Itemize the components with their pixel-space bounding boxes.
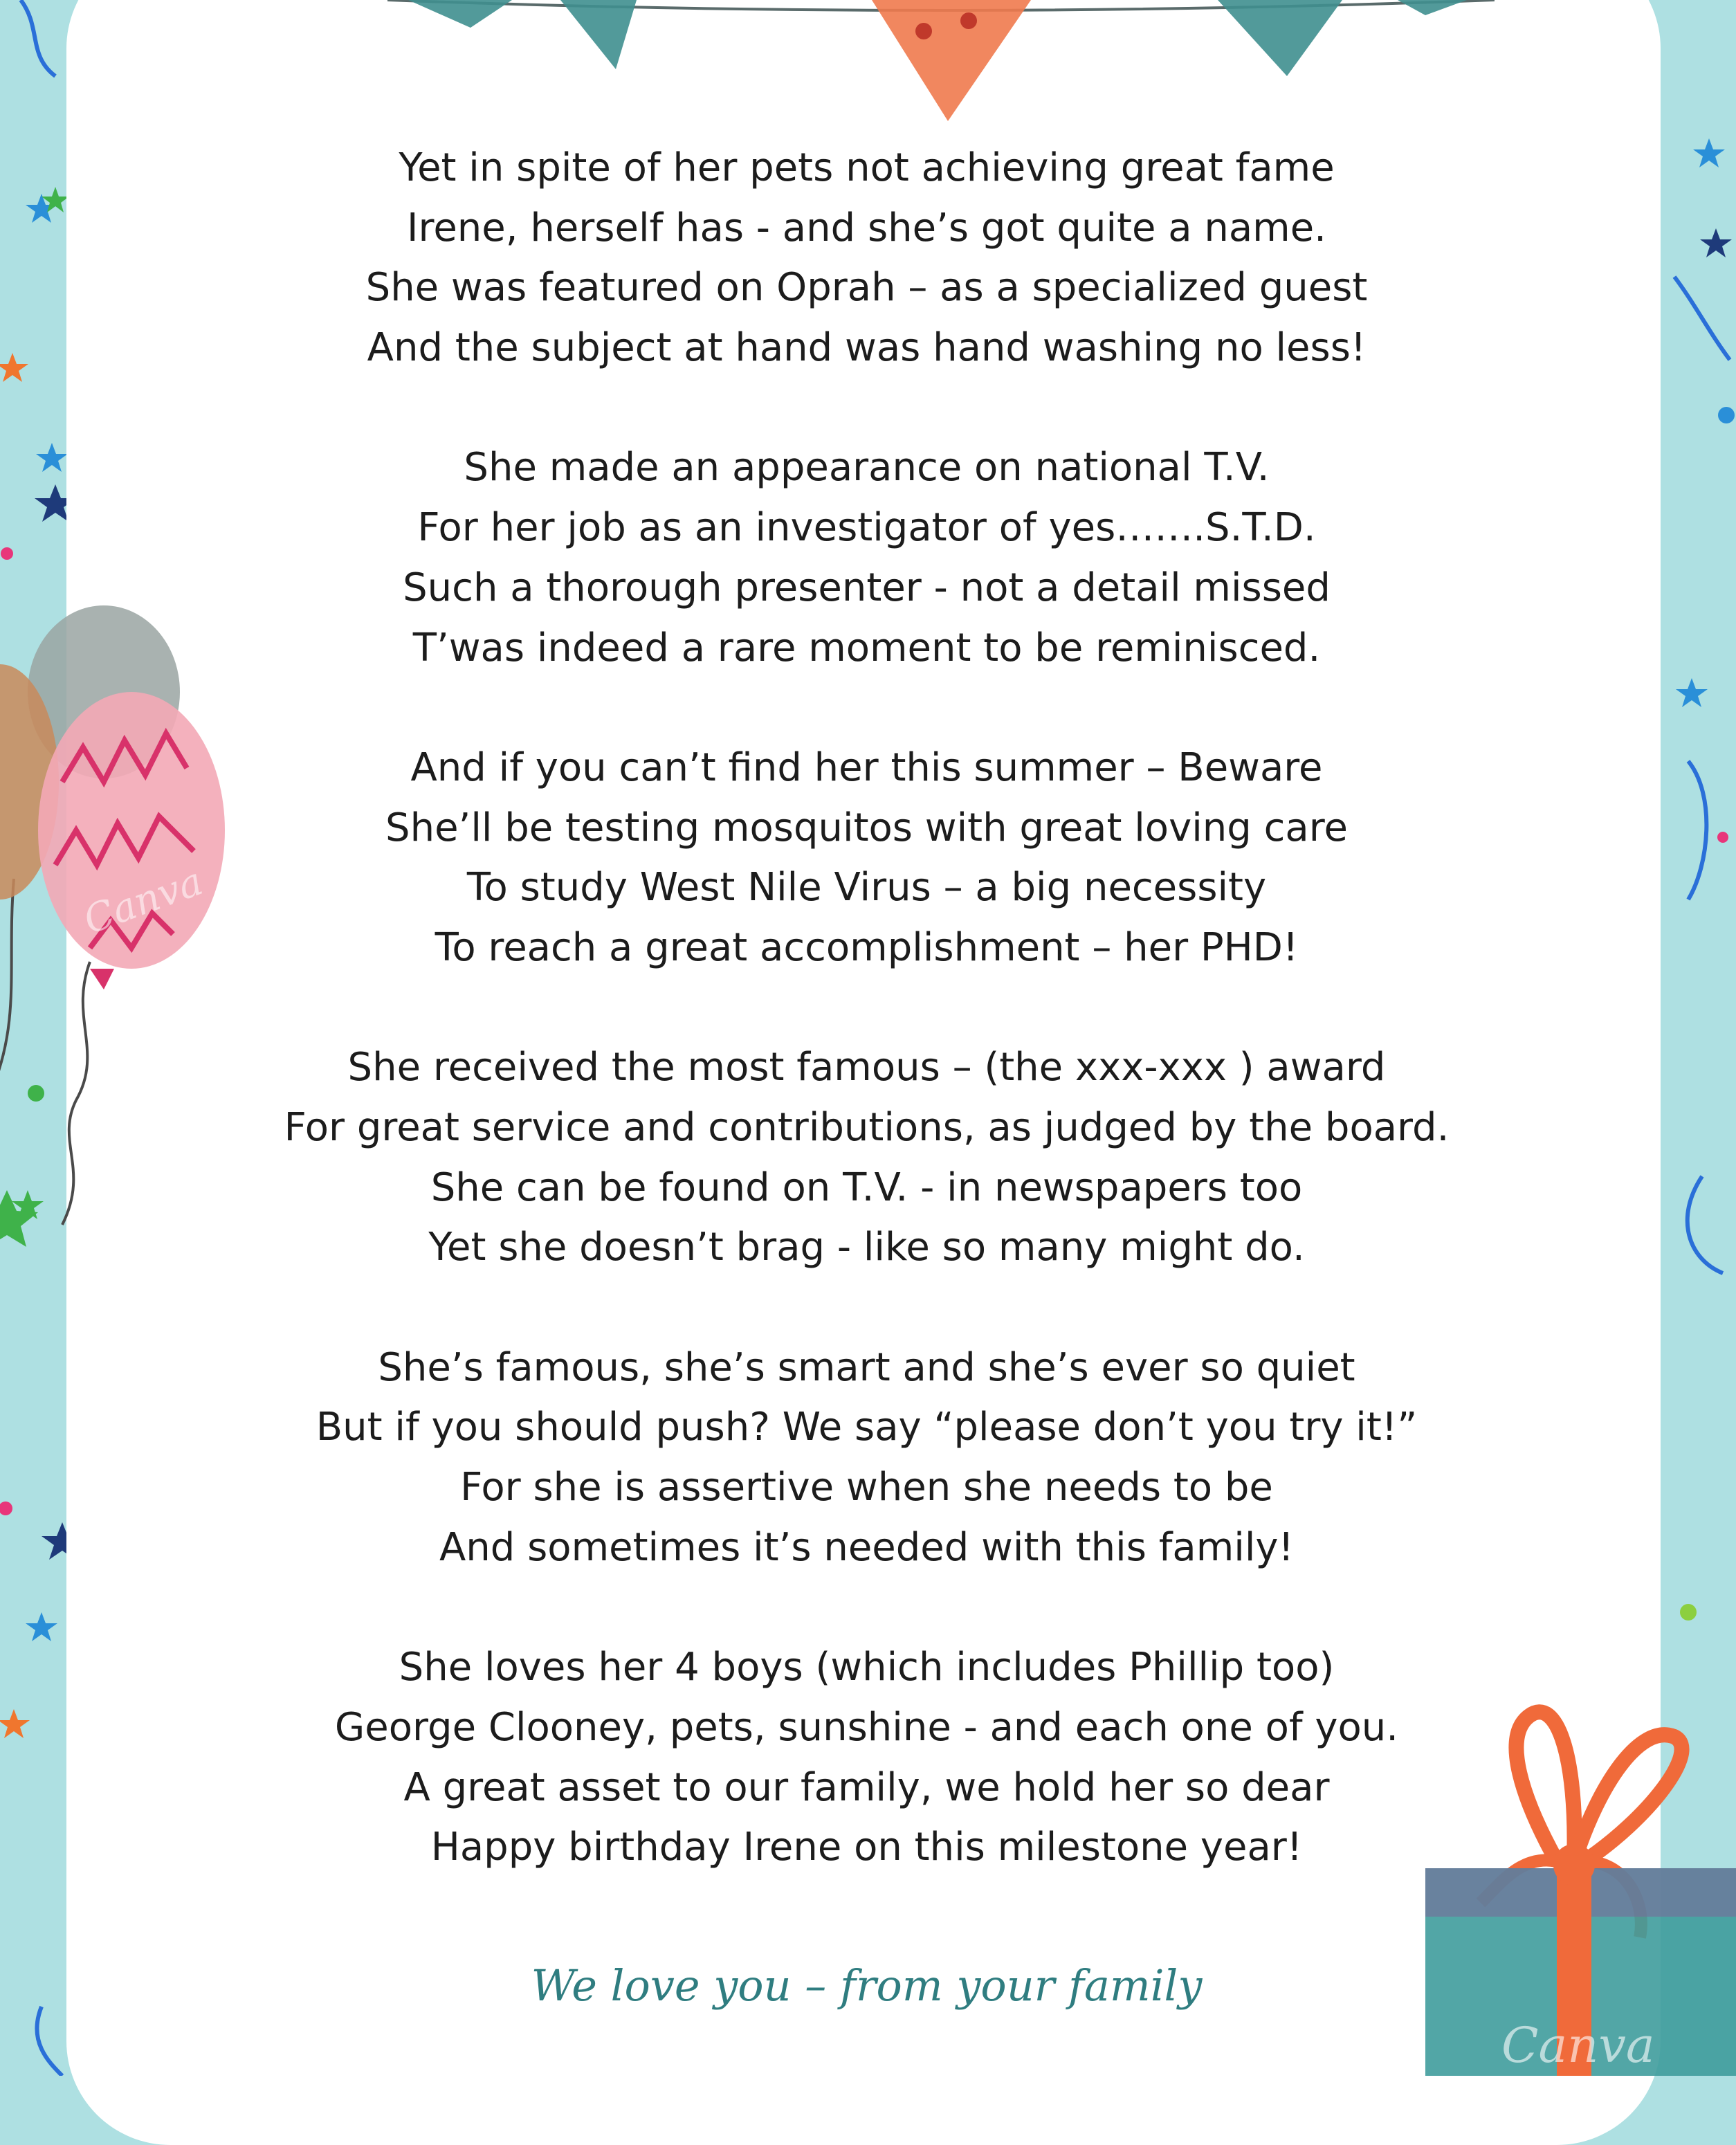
poem-line: She’s famous, she’s smart and she’s ever so quiet bbox=[378, 1344, 1355, 1390]
poem-line: To reach a great accomplishment – her PHD! bbox=[435, 924, 1299, 970]
canva-watermark: Canva bbox=[1501, 2017, 1655, 2074]
poem-line: Happy birthday Irene on this milestone year! bbox=[430, 1825, 1303, 1870]
poem-line: But if you should push? We say “please don’t you try it!” bbox=[316, 1405, 1418, 1450]
poem-line: She can be found on T.V. - in newspapers too bbox=[430, 1165, 1303, 1210]
poem-stanza bbox=[208, 1038, 1526, 1278]
poem-line: And if you can’t find her this summer – Beware bbox=[410, 745, 1323, 790]
poem-line: She made an appearance on national T.V. bbox=[464, 445, 1270, 491]
poem-line: A great asset to our family, we hold her so dear bbox=[403, 1764, 1330, 1810]
poem-line: Yet in spite of her pets not achieving great fame bbox=[399, 145, 1335, 190]
poem-line: George Clooney, pets, sunshine - and each one of you. bbox=[334, 1704, 1399, 1750]
poem-line: She received the most famous – (the xxx-xxx ) award bbox=[347, 1045, 1386, 1090]
poem-line: Irene, herself has - and she’s got quite a name. bbox=[407, 205, 1326, 250]
signature: We love you – from your family bbox=[531, 1960, 1203, 2011]
bunting-flags-icon bbox=[387, 0, 1495, 131]
poem-line: For great service and contributions, as judged by the board. bbox=[284, 1105, 1450, 1150]
poem-stanza bbox=[208, 438, 1526, 678]
poem-line: She’ll be testing mosquitos with great loving care bbox=[385, 805, 1348, 850]
canva-watermark: Canva bbox=[77, 859, 209, 944]
poem-line: She was featured on Oprah – as a specialized guest bbox=[365, 265, 1368, 311]
poem-line: And the subject at hand was hand washing no less! bbox=[367, 325, 1367, 371]
poem-line: And sometimes it’s needed with this family! bbox=[439, 1524, 1294, 1570]
gift-box-icon bbox=[1418, 1674, 1736, 2076]
poem-line: Such a thorough presenter - not a detail missed bbox=[403, 565, 1331, 610]
poem-stanza bbox=[208, 738, 1526, 978]
poem-stanza bbox=[208, 138, 1526, 378]
poem-body bbox=[208, 138, 1526, 1938]
poem-line: To study West Nile Virus – a big necessity bbox=[466, 865, 1267, 911]
poem-line: For her job as an investigator of yes…….S.T.D. bbox=[417, 505, 1316, 551]
poem-line: T’was indeed a rare moment to be reminisced. bbox=[412, 625, 1321, 670]
poem-stanza bbox=[208, 1338, 1526, 1578]
poem-line: Yet she doesn’t brag - like so many might do. bbox=[428, 1225, 1305, 1270]
poem-line: For she is assertive when she needs to be bbox=[460, 1465, 1273, 1510]
balloons-icon bbox=[0, 602, 249, 1259]
poem-line: She loves her 4 boys (which includes Phillip too) bbox=[399, 1645, 1335, 1690]
poem-stanza bbox=[208, 1638, 1526, 1878]
